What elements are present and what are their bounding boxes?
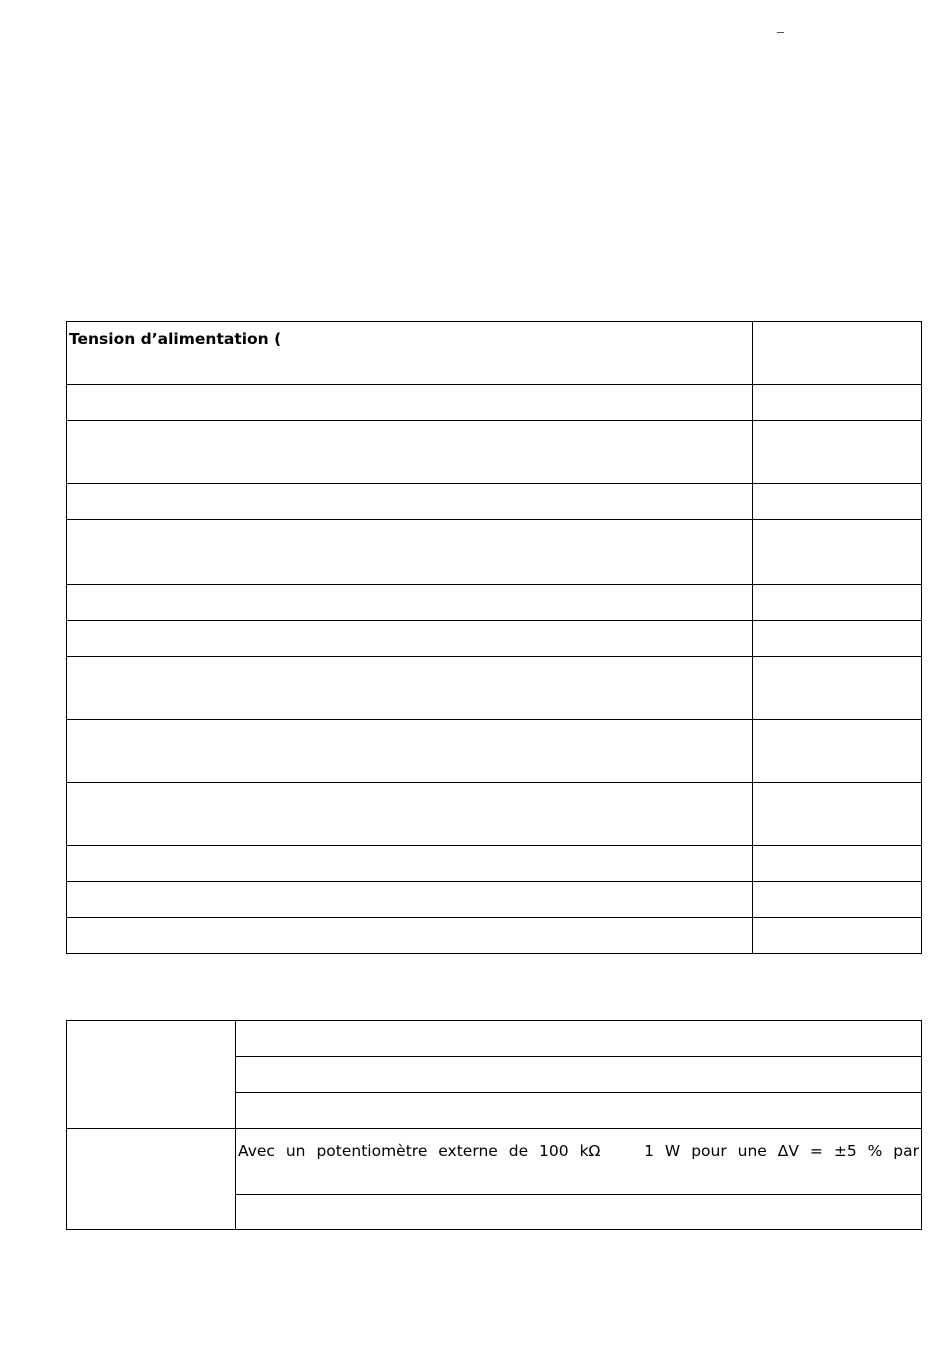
table-cell-value bbox=[753, 421, 922, 484]
table-row bbox=[67, 421, 922, 484]
table-cell bbox=[236, 1129, 922, 1195]
supply-voltage-label: Tension d’alimentation ( bbox=[69, 330, 282, 348]
table-cell-label bbox=[67, 720, 753, 783]
table-cell-value bbox=[753, 657, 922, 720]
options-table bbox=[66, 1020, 922, 1230]
table-row bbox=[67, 846, 922, 882]
table-cell bbox=[236, 1021, 922, 1057]
table-cell-label bbox=[67, 484, 753, 520]
table-cell-label bbox=[67, 918, 753, 954]
table-cell-label bbox=[67, 385, 753, 421]
table-row bbox=[67, 385, 922, 421]
table-cell-label bbox=[67, 322, 753, 385]
table-cell-label bbox=[67, 783, 753, 846]
table-cell-label bbox=[67, 520, 753, 585]
table-cell-value bbox=[753, 520, 922, 585]
table-row bbox=[67, 783, 922, 846]
table-row bbox=[67, 585, 922, 621]
table-row bbox=[67, 657, 922, 720]
table-cell-label bbox=[67, 657, 753, 720]
table-cell bbox=[236, 1093, 922, 1129]
table-cell-label bbox=[67, 846, 753, 882]
table-row bbox=[67, 322, 922, 385]
group-label-cell bbox=[67, 1129, 236, 1230]
table-cell-value bbox=[753, 720, 922, 783]
table-cell-value bbox=[753, 385, 922, 421]
table-cell-label bbox=[67, 421, 753, 484]
table-row bbox=[67, 1021, 922, 1057]
table-row bbox=[67, 484, 922, 520]
table-cell-value bbox=[753, 322, 922, 385]
table-cell bbox=[236, 1195, 922, 1230]
group-label-cell bbox=[67, 1021, 236, 1129]
potentiometer-note: Avec un potentiomètre externe de 100 kΩ 1 W pour une ΔV = ±5 % par bbox=[238, 1142, 919, 1160]
table-cell-value bbox=[753, 585, 922, 621]
header-mark bbox=[777, 32, 784, 33]
table-cell bbox=[236, 1057, 922, 1093]
specifications-table bbox=[66, 321, 922, 954]
table-cell-value bbox=[753, 621, 922, 657]
table-cell-value bbox=[753, 783, 922, 846]
table-row bbox=[67, 918, 922, 954]
table-cell-label bbox=[67, 621, 753, 657]
table-cell-label bbox=[67, 585, 753, 621]
table-cell-label bbox=[67, 882, 753, 918]
table-row bbox=[67, 1129, 922, 1195]
table-cell-value bbox=[753, 846, 922, 882]
table-row bbox=[67, 621, 922, 657]
table-row bbox=[67, 720, 922, 783]
table-row bbox=[67, 520, 922, 585]
table-cell-value bbox=[753, 918, 922, 954]
table-row bbox=[67, 882, 922, 918]
table-cell-value bbox=[753, 882, 922, 918]
table-cell-value bbox=[753, 484, 922, 520]
